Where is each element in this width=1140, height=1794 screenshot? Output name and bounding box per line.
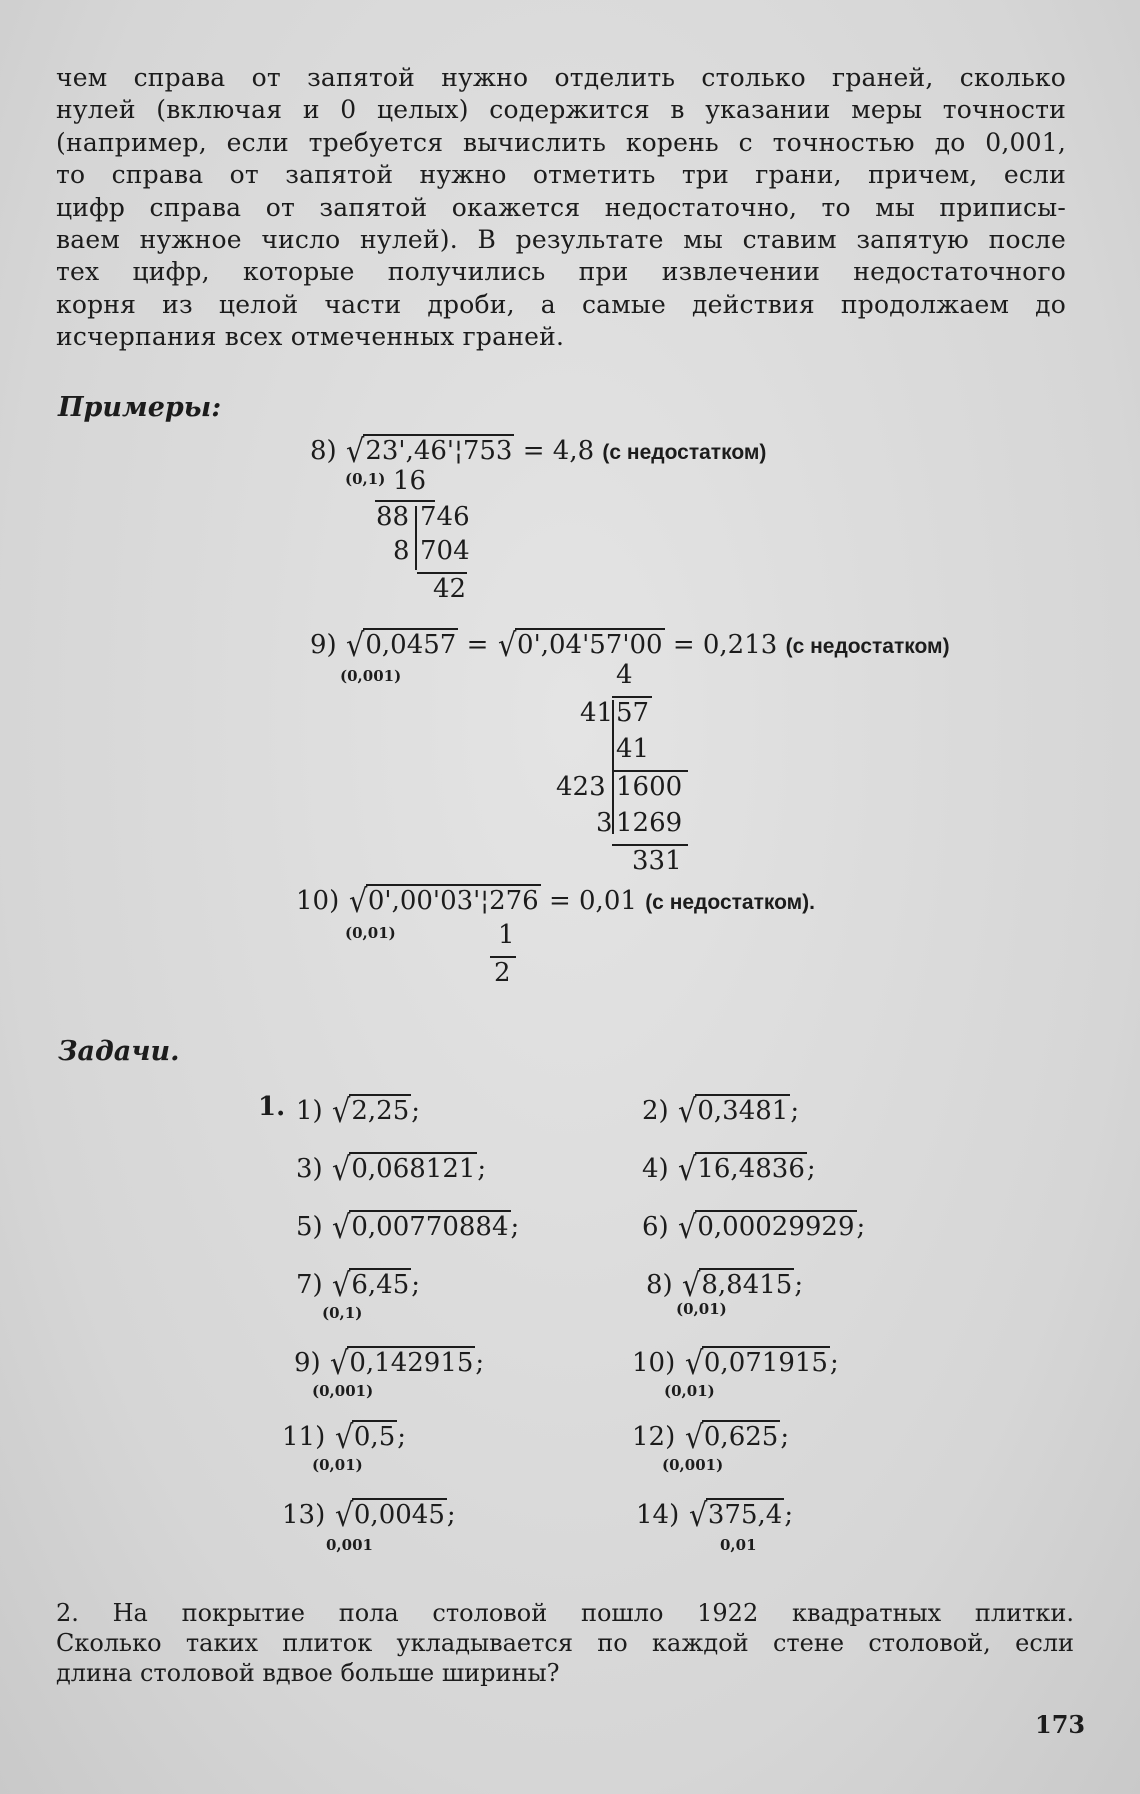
radicand: 375,4 xyxy=(707,1500,783,1530)
item-tail: ; xyxy=(475,1348,485,1378)
example-note: (с недостатком). xyxy=(645,891,816,914)
work-value: 1600 xyxy=(616,772,683,802)
radical xyxy=(334,1496,447,1534)
work-value: 746 xyxy=(420,502,470,532)
example-result: = 4,8 xyxy=(522,436,595,466)
radical-sign-icon: √ xyxy=(331,1150,351,1188)
text-line: Сколько таких плиток укладывается по каждой стене столовой, если xyxy=(56,1629,1074,1657)
radical-sign-icon: √ xyxy=(684,1344,703,1382)
item-tail: ; xyxy=(806,1154,816,1184)
precision-label: (0,01) xyxy=(312,1456,363,1474)
problem-item xyxy=(296,1150,486,1188)
radical-sign-icon: √ xyxy=(681,1266,701,1304)
radical-sign-icon: √ xyxy=(677,1150,697,1188)
intro-paragraph xyxy=(56,62,1066,354)
text-line: нулей (включая и 0 целых) содержится в указании меры точности xyxy=(56,95,1066,125)
item-label: 10) xyxy=(632,1348,676,1378)
radical xyxy=(681,1266,794,1304)
radical-sign-icon: √ xyxy=(331,1092,351,1130)
problem-item xyxy=(282,1418,406,1456)
item-label: 7) xyxy=(296,1270,323,1300)
radical-sign-icon: √ xyxy=(331,1266,351,1304)
example-label: 9) xyxy=(310,630,337,660)
radical xyxy=(688,1496,785,1534)
radicand: 8,8415 xyxy=(701,1270,793,1300)
precision-label: (0,01) xyxy=(676,1300,727,1318)
radical xyxy=(329,1344,475,1382)
text-line: ваем нужное число нулей). В результате мы ставим запятую после xyxy=(56,225,1066,255)
work-bar xyxy=(415,506,417,570)
radical-sign-icon: √ xyxy=(677,1092,697,1130)
text-line: (например, если требуется вычислить корень с точностью до 0,001, xyxy=(56,127,1066,157)
text-line: 2. На покрытие пола столовой пошло 1922 квадратных плитки. xyxy=(56,1599,1074,1627)
radicand: 0,00770884 xyxy=(351,1212,509,1242)
text-line: исчерпания всех отмеченных граней. xyxy=(56,322,565,352)
radical-sign-icon: √ xyxy=(684,1418,703,1456)
item-tail: ; xyxy=(477,1154,487,1184)
precision-label: (0,001) xyxy=(312,1382,374,1400)
item-label: 11) xyxy=(282,1422,326,1452)
radical xyxy=(684,1344,830,1382)
item-tail: ; xyxy=(411,1270,420,1300)
precision-label: (0,001) xyxy=(340,667,402,685)
radicand: 0,0045 xyxy=(353,1500,445,1530)
work-value: 704 xyxy=(420,536,470,566)
problem-item xyxy=(642,1150,816,1188)
problem-item xyxy=(296,1266,420,1304)
radicand: 0',00'03'¦276 xyxy=(367,886,539,916)
radical xyxy=(677,1150,807,1188)
work-value: 88 xyxy=(376,502,410,532)
item-tail: ; xyxy=(784,1500,794,1530)
radical-sign-icon: √ xyxy=(497,626,517,664)
examples-heading: Примеры: xyxy=(58,392,222,423)
radical-sign-icon: √ xyxy=(334,1418,353,1456)
precision-label: (0,1) xyxy=(345,470,386,488)
radical xyxy=(331,1208,511,1246)
radicand: 0,142915 xyxy=(349,1348,474,1378)
radical-sign-icon: √ xyxy=(677,1208,697,1246)
item-tail: ; xyxy=(856,1212,866,1242)
example-label: 10) xyxy=(296,886,340,916)
item-tail: ; xyxy=(790,1096,800,1126)
example-note: (с недостатком) xyxy=(785,635,950,658)
item-tail: ; xyxy=(780,1422,790,1452)
item-label: 9) xyxy=(294,1348,321,1378)
item-label: 14) xyxy=(636,1500,680,1530)
precision-label: (0,001) xyxy=(662,1456,724,1474)
work-value: 331 xyxy=(632,846,682,876)
radicand: 0',04'57'00 xyxy=(517,630,663,660)
radical xyxy=(348,882,541,920)
work-value: 4 xyxy=(616,660,633,690)
work-value: 42 xyxy=(433,574,467,604)
tasks-heading: Задачи. xyxy=(58,1036,180,1067)
item-tail: ; xyxy=(829,1348,839,1378)
example-note: (с недостатком) xyxy=(602,441,767,464)
radical-sign-icon: √ xyxy=(331,1208,351,1246)
radical xyxy=(334,1418,398,1456)
example-label: 8) xyxy=(310,436,337,466)
work-value: 41 xyxy=(580,698,614,728)
item-label: 12) xyxy=(632,1422,676,1452)
problem-number: 1. xyxy=(258,1092,286,1122)
radicand: 0,625 xyxy=(703,1422,779,1452)
item-label: 2) xyxy=(642,1096,669,1126)
radical xyxy=(331,1092,411,1130)
item-label: 5) xyxy=(296,1212,323,1242)
problem-2 xyxy=(56,1598,1074,1688)
radical-sign-icon: √ xyxy=(688,1496,707,1534)
text-line: корня из целой части дроби, а самые действия продолжаем до xyxy=(56,289,1066,319)
radicand: 0,071915 xyxy=(703,1348,828,1378)
radical-sign-icon: √ xyxy=(345,626,365,664)
item-label: 8) xyxy=(646,1270,673,1300)
work-value: 41 xyxy=(616,734,650,764)
item-label: 3) xyxy=(296,1154,323,1184)
problem-item xyxy=(632,1344,839,1382)
radicand: 0,3481 xyxy=(697,1096,789,1126)
example-result: = 0,01 xyxy=(548,886,637,916)
example-9-expression xyxy=(310,626,950,664)
work-value: 57 xyxy=(616,698,650,728)
radical xyxy=(345,432,515,470)
work-value: 3 xyxy=(596,808,613,838)
item-label: 4) xyxy=(642,1154,669,1184)
work-value: 423 xyxy=(556,772,606,802)
radicand: 0,0457 xyxy=(365,630,457,660)
problem-item xyxy=(296,1208,519,1246)
radicand: 0,068121 xyxy=(351,1154,476,1184)
radicand: 0,00029929 xyxy=(697,1212,855,1242)
text-line: то справа от запятой нужно отметить три грани, причем, если xyxy=(56,160,1066,190)
precision-label: (0,1) xyxy=(322,1304,363,1322)
radical-sign-icon: √ xyxy=(329,1344,349,1382)
text-line: тех цифр, которые получились при извлечении недостаточного xyxy=(56,257,1066,287)
problem-item xyxy=(646,1266,803,1304)
problem-item xyxy=(296,1092,420,1130)
radical xyxy=(331,1150,477,1188)
radicand: 16,4836 xyxy=(697,1154,805,1184)
item-label: 1) xyxy=(296,1096,323,1126)
radical-sign-icon: √ xyxy=(348,882,367,920)
radical-sign-icon: √ xyxy=(345,432,365,470)
item-tail: ; xyxy=(446,1500,456,1530)
work-value: 1 xyxy=(498,920,515,950)
radicand: 2,25 xyxy=(351,1096,410,1126)
radicand: 23',46'¦753 xyxy=(365,436,513,466)
page-number: 173 xyxy=(1035,1710,1086,1739)
work-value: 16 xyxy=(393,466,427,496)
radicand: 6,45 xyxy=(351,1270,410,1300)
equals-sign: = xyxy=(466,630,489,660)
radical-sign-icon: √ xyxy=(334,1496,353,1534)
radical xyxy=(677,1208,857,1246)
precision-label: (0,01) xyxy=(664,1382,715,1400)
text-line: длина столовой вдвое больше ширины? xyxy=(56,1659,560,1687)
item-tail: ; xyxy=(411,1096,420,1126)
text-line: цифр справа от запятой окажется недостаточно, то мы приписы- xyxy=(56,192,1066,222)
problem-item xyxy=(642,1208,865,1246)
precision-label: 0,01 xyxy=(720,1536,757,1554)
radical xyxy=(497,626,665,664)
work-value: 8 xyxy=(393,536,410,566)
item-label: 6) xyxy=(642,1212,669,1242)
radical xyxy=(345,626,458,664)
work-value: 2 xyxy=(494,958,511,988)
item-tail: ; xyxy=(397,1422,407,1452)
problem-item xyxy=(632,1418,789,1456)
radical xyxy=(677,1092,790,1130)
problem-item xyxy=(294,1344,484,1382)
example-10-expression xyxy=(296,882,815,920)
precision-label: 0,001 xyxy=(326,1536,373,1554)
problem-item xyxy=(282,1496,456,1534)
radicand: 0,5 xyxy=(353,1422,396,1452)
item-tail: ; xyxy=(794,1270,804,1300)
work-value: 1269 xyxy=(616,808,683,838)
problem-item xyxy=(636,1496,793,1534)
precision-label: (0,01) xyxy=(345,924,396,942)
item-label: 13) xyxy=(282,1500,326,1530)
example-8-expression xyxy=(310,432,766,470)
problem-item xyxy=(642,1092,799,1130)
radical xyxy=(331,1266,411,1304)
radical xyxy=(684,1418,781,1456)
item-tail: ; xyxy=(510,1212,520,1242)
example-result: = 0,213 xyxy=(672,630,778,660)
text-line: чем справа от запятой нужно отделить столько граней, сколько xyxy=(56,63,1066,92)
